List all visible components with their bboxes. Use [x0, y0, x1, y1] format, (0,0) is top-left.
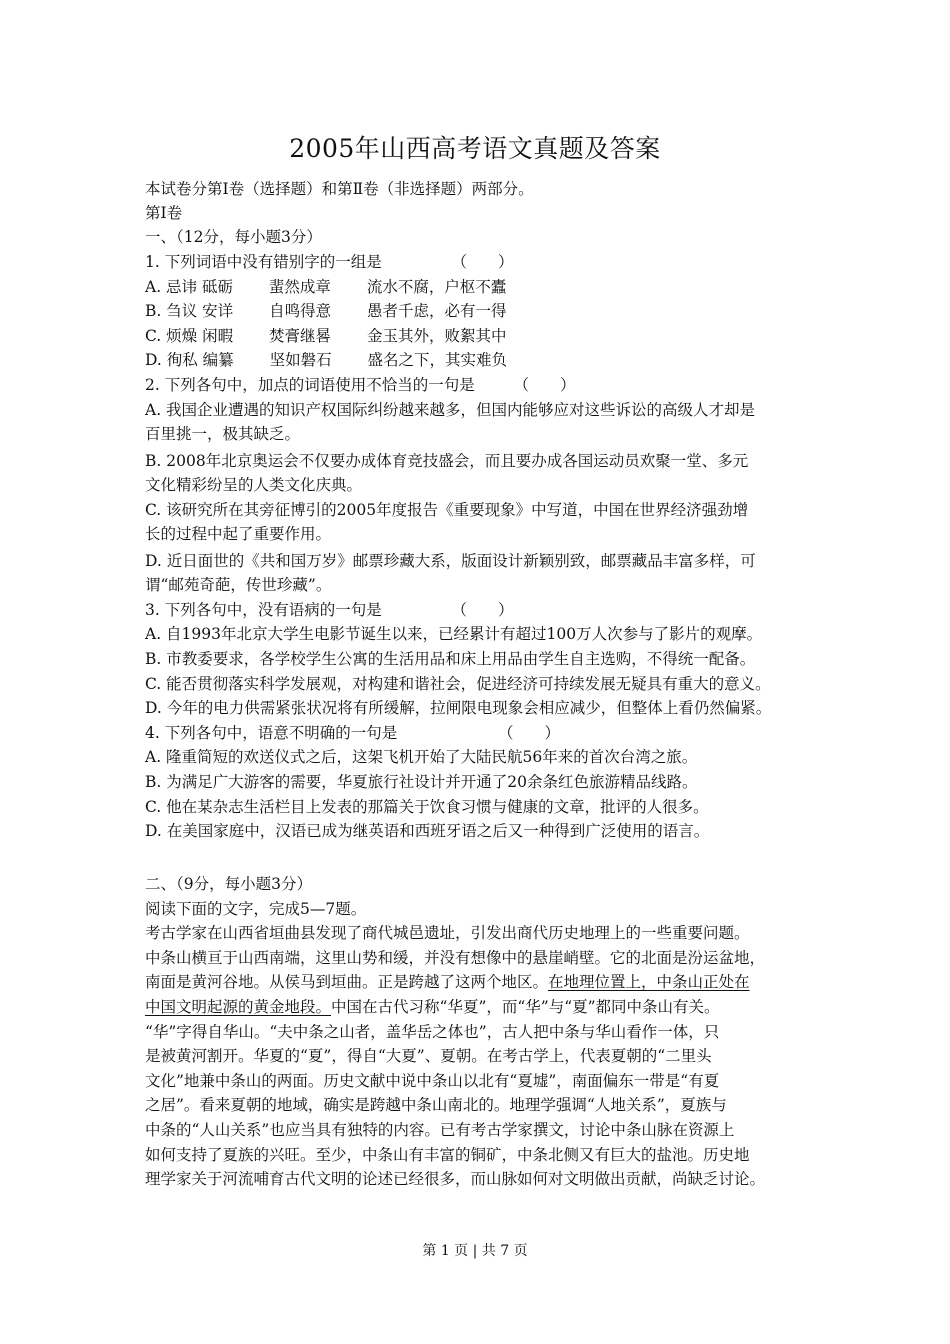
question-2-option-d-cont: 谓“邮苑奇葩，传世珍藏”。: [145, 576, 332, 594]
passage-line: 之居”。看来夏朝的地域，确实是跨越中条山南北的。地理学强调“人地关系”，夏族与: [145, 1096, 727, 1114]
passage-line: 中条的“人山关系”也应当具有独特的内容。已有考古学家撰文，讨论中条山脉在资源上: [145, 1121, 735, 1139]
question-2-option-a-cont: 百里挑一，极其缺乏。: [145, 425, 301, 443]
question-1-option-b: B. 刍议 安详 自鸣得意 愚者千虑，必有一得: [145, 302, 507, 320]
question-4-option-c: C. 他在某杂志生活栏目上发表的那篇关于饮食习惯与健康的文章，批评的人很多。: [145, 798, 709, 816]
underlined-passage-text: 中国文明起源的黄金地段。: [145, 998, 332, 1016]
question-1-option-d: D. 徇私 编纂 坚如磐石 盛名之下，其实难负: [145, 351, 508, 369]
passage-line: 如何支持了夏族的兴旺。至少，中条山有丰富的铜矿，中条北侧又有巨大的盐池。历史地: [145, 1146, 750, 1164]
passage-line: 理学家关于河流哺育古代文明的论述已经很多，而山脉如何对文明做出贡献，尚缺乏讨论。: [145, 1170, 766, 1188]
page-footer: 第 1 页 | 共 7 页: [422, 1243, 528, 1259]
section-heading: 第Ⅰ卷: [145, 204, 183, 222]
passage-line: 中条山横亘于山西南端，这里山势和缓，并没有想像中的悬崖峭壁。它的北面是汾运盆地，: [145, 949, 766, 967]
question-1-option-a: A. 忌讳 砥砺 蜚然成章 流水不腐，户枢不蠹: [145, 278, 507, 296]
question-4: 4. 下列各句中，语意不明确的一句是 （ ）: [145, 724, 560, 742]
passage-line: 是被黄河割开。华夏的“夏”，得自“大夏”、夏朝。在考古学上，代表夏朝的“二里头: [145, 1047, 712, 1065]
document-title: 2005年山西高考语文真题及答案: [289, 134, 661, 163]
question-2-option-d: D. 近日面世的《共和国万岁》邮票珍藏大系，版面设计新颖别致，邮票藏品丰富多样，可: [145, 552, 756, 570]
question-4-option-b: B. 为满足广大游客的需要，华夏旅行社设计并开通了20余条红色旅游精品线路。: [145, 773, 698, 791]
question-2-option-b: B. 2008年北京奥运会不仅要办成体育竞技盛会，而且要办成各国运动员欢聚一堂、多元: [145, 452, 749, 470]
question-3-option-c: C. 能否贯彻落实科学发展观，对构建和谐社会，促进经济可持续发展无疑具有重大的意义。: [145, 675, 771, 693]
passage-line: [145, 970, 750, 994]
question-2: 2. 下列各句中，加点的词语使用不恰当的一句是 （ ）: [145, 376, 576, 394]
question-4-option-a: A. 隆重简短的欢送仪式之后，这架飞机开始了大陆民航56年来的首次台湾之旅。: [145, 748, 698, 766]
question-3-option-a: A. 自1993年北京大学生电影节诞生以来，已经累计有超过100万人次参与了影片的观摩。: [145, 625, 763, 643]
section-two-heading: 二、（9分，每小题3分）: [145, 875, 312, 893]
passage-line: 考古学家在山西省垣曲县发现了商代城邑遗址，引发出商代历史地理上的一些重要问题。: [145, 924, 750, 942]
intro-line: 本试卷分第Ⅰ卷（选择题）和第Ⅱ卷（非选择题）两部分。: [145, 180, 534, 198]
passage-text: 南面是黄河谷地。从侯马到垣曲。正是跨越了这两个地区。: [145, 973, 549, 991]
reading-instruction: 阅读下面的文字，完成5—7题。: [145, 900, 367, 918]
passage-line: [145, 995, 720, 1019]
question-2-option-c-cont: 长的过程中起了重要作用。: [145, 525, 332, 543]
question-1-option-c: C. 烦燥 闲暇 焚膏继晷 金玉其外，败絮其中: [145, 327, 507, 345]
question-2-option-c: C. 该研究所在其旁征博引的2005年度报告《重要现象》中写道，中国在世界经济强劲增: [145, 501, 749, 519]
question-1: 1. 下列词语中没有错别字的一组是 （ ）: [145, 253, 514, 271]
question-3-option-d: D. 今年的电力供需紧张状况将有所缓解，拉闸限电现象会相应减少，但整体上看仍然偏紧。: [145, 699, 772, 717]
question-3-option-b: B. 市教委要求，各学校学生公寓的生活用品和床上用品由学生自主选购，不得统一配备。: [145, 650, 756, 668]
question-4-option-d: D. 在美国家庭中，汉语已成为继英语和西班牙语之后又一种得到广泛使用的语言。: [145, 822, 710, 840]
section-one-heading: 一、（12分，每小题3分）: [145, 228, 322, 246]
question-3: 3. 下列各句中，没有语病的一句是 （ ）: [145, 601, 514, 619]
question-2-option-b-cont: 文化精彩纷呈的人类文化庆典。: [145, 476, 363, 494]
passage-line: “华”字得自华山。“夫中条之山者，盖华岳之体也”，古人把中条与华山看作一体，只: [145, 1023, 720, 1041]
passage-line: 文化”地兼中条山的两面。历史文献中说中条山以北有“夏墟”，南面偏东一带是“有夏: [145, 1072, 720, 1090]
question-2-option-a: A. 我国企业遭遇的知识产权国际纠纷越来越多，但国内能够应对这些诉讼的高级人才却是: [145, 401, 756, 419]
underlined-passage-text: 在地理位置上，中条山正处在: [548, 973, 750, 991]
passage-text: 中国在古代习称“华夏”，而“华”与“夏”都同中条山有关。: [331, 998, 720, 1016]
